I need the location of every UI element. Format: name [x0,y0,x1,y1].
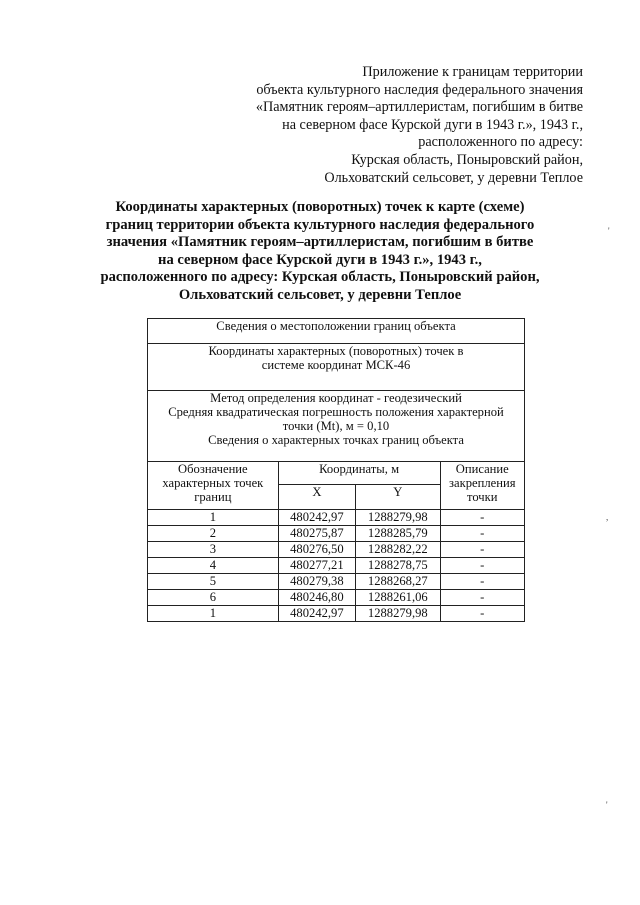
appendix-block [163,64,583,187]
table-row [148,558,525,574]
cell-description: - [440,590,524,606]
cell-x: 480242,97 [278,510,355,526]
table-row [148,590,525,606]
cell-x: 480275,87 [278,526,355,542]
cell-point: 5 [148,574,279,590]
cell-description: - [440,574,524,590]
table-body [148,510,525,622]
cell-description: - [440,542,524,558]
cell-description: - [440,558,524,574]
cell-point: 4 [148,558,279,574]
cell-x: 480246,80 [278,590,355,606]
title-line: Ольховатский сельсовет, у деревни Теплое [178,286,462,303]
cell-x: 480277,21 [278,558,355,574]
cell-point: 6 [148,590,279,606]
cell-description: - [440,510,524,526]
cell-description: - [440,526,524,542]
col-header-x: X [278,485,355,510]
title-line: расположенного по адресу: Курская область, Поныровский район, [100,269,540,286]
table-row [148,574,525,590]
cell-description: - [440,606,524,622]
cell-y: 1288261,06 [356,590,440,606]
col-header-y: Y [356,485,440,510]
points-info-line: Сведения о характерных точках границ объекта [208,433,464,447]
appendix-line: Ольховатский сельсовет, у деревни Теплое [324,169,583,186]
cell-point: 3 [148,542,279,558]
cell-y: 1288279,98 [356,606,440,622]
table-row [148,526,525,542]
appendix-line: Курская область, Поныровский район, [351,151,583,168]
col-header-coords: Координаты, м [278,462,440,485]
section-method [148,391,525,462]
appendix-line: Приложение к границам территории [362,64,583,80]
appendix-line: объекта культурного наследия федерального значения [256,81,583,98]
table-row [148,542,525,558]
scan-mark: , [606,512,609,522]
title-line: границ территории объекта культурного наследия федерального [105,216,535,233]
table-row [148,606,525,622]
table-row [148,510,525,526]
document-title [60,199,580,305]
cell-x: 480279,38 [278,574,355,590]
cell-x: 480276,50 [278,542,355,558]
cell-point: 2 [148,526,279,542]
cell-point: 1 [148,510,279,526]
title-line: на северном фасе Курской дуги в 1943 г.», 1943 г., [158,251,482,268]
cell-y: 1288285,79 [356,526,440,542]
title-line: значения «Памятник героям–артиллеристам, погибшим в битве [106,234,534,251]
cell-y: 1288282,22 [356,542,440,558]
appendix-line: расположенного по адресу: [418,134,583,151]
col-header-description: Описание закрепления точки [440,462,524,510]
accuracy-line: Средняя квадратическая погрешность положения характерной точки (Mt), м = 0,10 [168,405,504,433]
cell-y: 1288268,27 [356,574,440,590]
appendix-line: «Памятник героям–артиллеристам, погибшим в битве [255,99,583,116]
method-line: Метод определения координат - геодезический [210,391,462,405]
section-coordinate-system: Координаты характерных (поворотных) точек в системе координат МСК-46 [148,344,525,391]
cell-y: 1288279,98 [356,510,440,526]
title-line: Координаты характерных (поворотных) точек к карте (схеме) [115,199,525,215]
cell-x: 480242,97 [278,606,355,622]
appendix-line: на северном фасе Курской дуги в 1943 г.», 1943 г., [282,116,583,133]
scan-mark: ' [608,226,610,236]
cell-y: 1288278,75 [356,558,440,574]
cell-point: 1 [148,606,279,622]
col-header-point: Обозначение характерных точек границ [148,462,279,510]
scan-mark: ' [606,800,608,810]
section-location-heading: Сведения о местоположении границ объекта [148,319,525,344]
coordinates-table [147,318,525,622]
